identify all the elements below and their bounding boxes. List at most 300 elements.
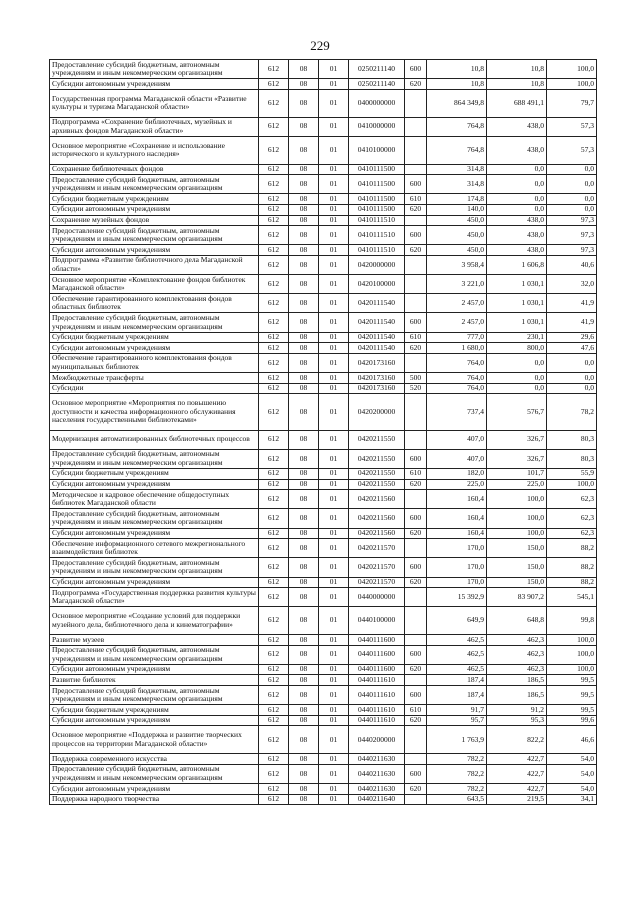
target-article-cell: 0440211640	[349, 794, 405, 805]
expense-type-cell	[405, 255, 427, 274]
planned-amount-cell: 643,5	[427, 794, 487, 805]
row-name-cell: Основное мероприятие «Сохранение и использование исторического и культурного наследия»	[50, 136, 259, 164]
ministry-code-cell: 612	[259, 353, 289, 372]
section-code-cell: 08	[289, 343, 319, 354]
section-code-cell: 08	[289, 226, 319, 245]
row-name-cell: Модернизация автоматизированных библиотечных процессов	[50, 430, 259, 449]
row-name-cell: Предоставление субсидий бюджетным, автономным учреждениям и иным некоммерческим организациям	[50, 509, 259, 528]
row-name-cell: Государственная программа Магаданской области «Развитие культуры и туризма Магаданской области»	[50, 89, 259, 117]
expense-type-cell	[405, 164, 427, 175]
planned-amount-cell: 160,4	[427, 509, 487, 528]
subsection-code-cell: 01	[319, 60, 349, 79]
target-article-cell: 0440111610	[349, 675, 405, 686]
target-article-cell: 0440111610	[349, 715, 405, 726]
target-article-cell: 0420173160	[349, 353, 405, 372]
executed-amount-cell: 0,0	[487, 353, 547, 372]
planned-amount-cell: 782,2	[427, 754, 487, 765]
executed-amount-cell: 225,0	[487, 479, 547, 490]
execution-percent-cell: 97,3	[547, 226, 597, 245]
table-row	[50, 558, 597, 577]
row-name-cell: Основное мероприятие «Мероприятия по повышению доступности и качества информационного обслуживания населения государственными библиотеками»	[50, 394, 259, 430]
expense-type-cell	[405, 394, 427, 430]
executed-amount-cell: 1 606,8	[487, 255, 547, 274]
table-row	[50, 645, 597, 664]
expense-type-cell	[405, 539, 427, 558]
subsection-code-cell: 01	[319, 528, 349, 539]
ministry-code-cell: 612	[259, 313, 289, 332]
row-name-cell: Субсидии автономным учреждениям	[50, 577, 259, 588]
subsection-code-cell: 01	[319, 175, 349, 194]
expense-type-cell	[405, 294, 427, 313]
subsection-code-cell: 01	[319, 705, 349, 716]
target-article-cell: 0420211560	[349, 490, 405, 509]
execution-percent-cell: 47,6	[547, 343, 597, 354]
executed-amount-cell: 10,8	[487, 60, 547, 79]
row-name-cell: Развитие библиотек	[50, 675, 259, 686]
target-article-cell: 0420111540	[349, 343, 405, 354]
table-row	[50, 468, 597, 479]
section-code-cell: 08	[289, 394, 319, 430]
planned-amount-cell: 407,0	[427, 430, 487, 449]
subsection-code-cell: 01	[319, 468, 349, 479]
section-code-cell: 08	[289, 726, 319, 754]
expense-type-cell: 620	[405, 479, 427, 490]
executed-amount-cell: 101,7	[487, 468, 547, 479]
section-code-cell: 08	[289, 215, 319, 226]
expense-type-cell: 610	[405, 468, 427, 479]
table-row	[50, 607, 597, 635]
expense-type-cell: 600	[405, 449, 427, 468]
table-row	[50, 715, 597, 726]
subsection-code-cell: 01	[319, 635, 349, 646]
planned-amount-cell: 170,0	[427, 558, 487, 577]
executed-amount-cell: 0,0	[487, 383, 547, 394]
executed-amount-cell: 438,0	[487, 245, 547, 256]
expense-type-cell: 610	[405, 705, 427, 716]
planned-amount-cell: 170,0	[427, 577, 487, 588]
row-name-cell: Субсидии бюджетным учреждениям	[50, 332, 259, 343]
section-code-cell: 08	[289, 136, 319, 164]
section-code-cell: 08	[289, 60, 319, 79]
subsection-code-cell: 01	[319, 754, 349, 765]
executed-amount-cell: 800,0	[487, 343, 547, 354]
target-article-cell: 0420211560	[349, 509, 405, 528]
target-article-cell: 0410111510	[349, 215, 405, 226]
ministry-code-cell: 612	[259, 558, 289, 577]
table-body	[50, 60, 597, 805]
target-article-cell: 0420211570	[349, 577, 405, 588]
executed-amount-cell: 0,0	[487, 164, 547, 175]
ministry-code-cell: 612	[259, 509, 289, 528]
executed-amount-cell: 186,5	[487, 686, 547, 705]
ministry-code-cell: 612	[259, 764, 289, 783]
executed-amount-cell: 150,0	[487, 539, 547, 558]
target-article-cell: 0420111540	[349, 294, 405, 313]
row-name-cell: Субсидии бюджетным учреждениям	[50, 194, 259, 205]
section-code-cell: 08	[289, 577, 319, 588]
planned-amount-cell: 187,4	[427, 686, 487, 705]
expense-type-cell: 620	[405, 528, 427, 539]
expense-type-cell	[405, 275, 427, 294]
ministry-code-cell: 612	[259, 588, 289, 607]
ministry-code-cell: 612	[259, 784, 289, 795]
executed-amount-cell: 462,3	[487, 635, 547, 646]
expense-type-cell: 620	[405, 79, 427, 90]
table-row	[50, 705, 597, 716]
row-name-cell: Подпрограмма «Государственная поддержка развития культуры Магаданской области»	[50, 588, 259, 607]
expense-type-cell: 620	[405, 343, 427, 354]
execution-percent-cell: 40,6	[547, 255, 597, 274]
table-row	[50, 79, 597, 90]
planned-amount-cell: 462,5	[427, 664, 487, 675]
execution-percent-cell: 55,9	[547, 468, 597, 479]
table-row	[50, 373, 597, 384]
executed-amount-cell: 462,3	[487, 664, 547, 675]
row-name-cell: Подпрограмма «Сохранение библиотечных, музейных и архивных фондов Магаданской области»	[50, 117, 259, 136]
target-article-cell: 0440111600	[349, 645, 405, 664]
subsection-code-cell: 01	[319, 313, 349, 332]
executed-amount-cell: 422,7	[487, 764, 547, 783]
expense-type-cell: 500	[405, 373, 427, 384]
executed-amount-cell: 230,1	[487, 332, 547, 343]
ministry-code-cell: 612	[259, 79, 289, 90]
planned-amount-cell: 15 392,9	[427, 588, 487, 607]
row-name-cell: Предоставление субсидий бюджетным, автономным учреждениям и иным некоммерческим организациям	[50, 449, 259, 468]
planned-amount-cell: 764,0	[427, 383, 487, 394]
section-code-cell: 08	[289, 164, 319, 175]
ministry-code-cell: 612	[259, 607, 289, 635]
row-name-cell: Субсидии автономным учреждениям	[50, 664, 259, 675]
planned-amount-cell: 737,4	[427, 394, 487, 430]
subsection-code-cell: 01	[319, 675, 349, 686]
executed-amount-cell: 438,0	[487, 117, 547, 136]
expense-type-cell: 620	[405, 715, 427, 726]
execution-percent-cell: 88,2	[547, 558, 597, 577]
table-row	[50, 490, 597, 509]
planned-amount-cell: 1 763,9	[427, 726, 487, 754]
execution-percent-cell: 41,9	[547, 294, 597, 313]
subsection-code-cell: 01	[319, 373, 349, 384]
planned-amount-cell: 450,0	[427, 215, 487, 226]
table-row	[50, 332, 597, 343]
row-name-cell: Обеспечение гарантированного комплектования фондов муниципальных библиотек	[50, 353, 259, 372]
table-row	[50, 394, 597, 430]
subsection-code-cell: 01	[319, 79, 349, 90]
execution-percent-cell: 99,5	[547, 705, 597, 716]
execution-percent-cell: 100,0	[547, 479, 597, 490]
row-name-cell: Предоставление субсидий бюджетным, автономным учреждениям и иным некоммерческим организациям	[50, 686, 259, 705]
execution-percent-cell: 88,2	[547, 577, 597, 588]
table-row	[50, 226, 597, 245]
execution-percent-cell: 34,1	[547, 794, 597, 805]
table-row	[50, 635, 597, 646]
section-code-cell: 08	[289, 509, 319, 528]
execution-percent-cell: 100,0	[547, 635, 597, 646]
expense-type-cell: 610	[405, 332, 427, 343]
planned-amount-cell: 764,0	[427, 373, 487, 384]
executed-amount-cell: 1 030,1	[487, 313, 547, 332]
section-code-cell: 08	[289, 528, 319, 539]
expense-type-cell: 600	[405, 313, 427, 332]
table-row	[50, 343, 597, 354]
row-name-cell: Предоставление субсидий бюджетным, автономным учреждениям и иным некоммерческим организациям	[50, 764, 259, 783]
expense-type-cell: 620	[405, 245, 427, 256]
expense-type-cell: 600	[405, 558, 427, 577]
subsection-code-cell: 01	[319, 89, 349, 117]
table-row	[50, 528, 597, 539]
execution-percent-cell: 57,3	[547, 117, 597, 136]
execution-percent-cell: 0,0	[547, 353, 597, 372]
target-article-cell: 0420200000	[349, 394, 405, 430]
table-row	[50, 294, 597, 313]
row-name-cell: Субсидии бюджетным учреждениям	[50, 705, 259, 716]
row-name-cell: Основное мероприятие «Создание условий для поддержки музейного дела, библиотечного дела и кинематографии»	[50, 607, 259, 635]
expense-type-cell: 600	[405, 686, 427, 705]
ministry-code-cell: 612	[259, 468, 289, 479]
execution-percent-cell: 54,0	[547, 754, 597, 765]
table-row	[50, 675, 597, 686]
table-row	[50, 784, 597, 795]
table-row	[50, 479, 597, 490]
subsection-code-cell: 01	[319, 449, 349, 468]
executed-amount-cell: 10,8	[487, 79, 547, 90]
planned-amount-cell: 649,9	[427, 607, 487, 635]
planned-amount-cell: 450,0	[427, 245, 487, 256]
target-article-cell: 0420211570	[349, 539, 405, 558]
row-name-cell: Основное мероприятие «Поддержка и развитие творческих процессов на территории Магаданской области»	[50, 726, 259, 754]
target-article-cell: 0420111540	[349, 313, 405, 332]
execution-percent-cell: 0,0	[547, 175, 597, 194]
ministry-code-cell: 612	[259, 645, 289, 664]
executed-amount-cell: 0,0	[487, 373, 547, 384]
section-code-cell: 08	[289, 353, 319, 372]
expense-type-cell: 620	[405, 784, 427, 795]
subsection-code-cell: 01	[319, 194, 349, 205]
ministry-code-cell: 612	[259, 275, 289, 294]
executed-amount-cell: 150,0	[487, 558, 547, 577]
row-name-cell: Субсидии автономным учреждениям	[50, 528, 259, 539]
executed-amount-cell: 822,2	[487, 726, 547, 754]
expense-type-cell: 600	[405, 645, 427, 664]
row-name-cell: Субсидии автономным учреждениям	[50, 204, 259, 215]
section-code-cell: 08	[289, 754, 319, 765]
expense-type-cell	[405, 136, 427, 164]
section-code-cell: 08	[289, 607, 319, 635]
executed-amount-cell: 422,7	[487, 754, 547, 765]
planned-amount-cell: 3 958,4	[427, 255, 487, 274]
table-row	[50, 275, 597, 294]
budget-table	[49, 59, 597, 805]
expense-type-cell: 520	[405, 383, 427, 394]
table-row	[50, 353, 597, 372]
ministry-code-cell: 612	[259, 245, 289, 256]
executed-amount-cell: 438,0	[487, 136, 547, 164]
execution-percent-cell: 62,3	[547, 490, 597, 509]
row-name-cell: Сохранение музейных фондов	[50, 215, 259, 226]
target-article-cell: 0420000000	[349, 255, 405, 274]
executed-amount-cell: 95,3	[487, 715, 547, 726]
execution-percent-cell: 99,5	[547, 675, 597, 686]
executed-amount-cell: 688 491,1	[487, 89, 547, 117]
expense-type-cell: 600	[405, 226, 427, 245]
execution-percent-cell: 54,0	[547, 784, 597, 795]
row-name-cell: Предоставление субсидий бюджетным, автономным учреждениям и иным некоммерческим организациям	[50, 60, 259, 79]
section-code-cell: 08	[289, 588, 319, 607]
section-code-cell: 08	[289, 430, 319, 449]
subsection-code-cell: 01	[319, 215, 349, 226]
planned-amount-cell: 782,2	[427, 764, 487, 783]
table-row	[50, 215, 597, 226]
execution-percent-cell: 41,9	[547, 313, 597, 332]
executed-amount-cell: 422,7	[487, 784, 547, 795]
section-code-cell: 08	[289, 373, 319, 384]
target-article-cell: 0420211550	[349, 449, 405, 468]
execution-percent-cell: 88,2	[547, 539, 597, 558]
execution-percent-cell: 0,0	[547, 373, 597, 384]
execution-percent-cell: 100,0	[547, 79, 597, 90]
row-name-cell: Предоставление субсидий бюджетным, автономным учреждениям и иным некоммерческим организациям	[50, 226, 259, 245]
subsection-code-cell: 01	[319, 686, 349, 705]
ministry-code-cell: 612	[259, 430, 289, 449]
planned-amount-cell: 764,0	[427, 353, 487, 372]
subsection-code-cell: 01	[319, 664, 349, 675]
expense-type-cell: 600	[405, 509, 427, 528]
planned-amount-cell: 764,8	[427, 117, 487, 136]
row-name-cell: Субсидии бюджетным учреждениям	[50, 468, 259, 479]
section-code-cell: 08	[289, 313, 319, 332]
target-article-cell: 0440111610	[349, 686, 405, 705]
subsection-code-cell: 01	[319, 645, 349, 664]
execution-percent-cell: 97,3	[547, 215, 597, 226]
ministry-code-cell: 612	[259, 373, 289, 384]
executed-amount-cell: 150,0	[487, 577, 547, 588]
subsection-code-cell: 01	[319, 117, 349, 136]
target-article-cell: 0420111540	[349, 332, 405, 343]
subsection-code-cell: 01	[319, 294, 349, 313]
row-name-cell: Предоставление субсидий бюджетным, автономным учреждениям и иным некоммерческим организациям	[50, 558, 259, 577]
section-code-cell: 08	[289, 675, 319, 686]
section-code-cell: 08	[289, 664, 319, 675]
row-name-cell: Межбюджетные трансферты	[50, 373, 259, 384]
expense-type-cell: 600	[405, 60, 427, 79]
subsection-code-cell: 01	[319, 226, 349, 245]
execution-percent-cell: 62,3	[547, 509, 597, 528]
section-code-cell: 08	[289, 784, 319, 795]
executed-amount-cell: 100,0	[487, 490, 547, 509]
table-row	[50, 764, 597, 783]
execution-percent-cell: 78,2	[547, 394, 597, 430]
table-row	[50, 313, 597, 332]
expense-type-cell: 620	[405, 204, 427, 215]
row-name-cell: Предоставление субсидий бюджетным, автономным учреждениям и иным некоммерческим организациям	[50, 645, 259, 664]
table-row	[50, 430, 597, 449]
subsection-code-cell: 01	[319, 784, 349, 795]
section-code-cell: 08	[289, 539, 319, 558]
table-row	[50, 383, 597, 394]
row-name-cell: Субсидии автономным учреждениям	[50, 343, 259, 354]
subsection-code-cell: 01	[319, 245, 349, 256]
target-article-cell: 0420211550	[349, 430, 405, 449]
subsection-code-cell: 01	[319, 343, 349, 354]
executed-amount-cell: 91,2	[487, 705, 547, 716]
subsection-code-cell: 01	[319, 164, 349, 175]
target-article-cell: 0440100000	[349, 607, 405, 635]
ministry-code-cell: 612	[259, 294, 289, 313]
row-name-cell: Субсидии автономным учреждениям	[50, 245, 259, 256]
executed-amount-cell: 100,0	[487, 528, 547, 539]
table-row	[50, 117, 597, 136]
expense-type-cell: 620	[405, 577, 427, 588]
table-row	[50, 164, 597, 175]
expense-type-cell	[405, 675, 427, 686]
section-code-cell: 08	[289, 558, 319, 577]
target-article-cell: 0440211630	[349, 784, 405, 795]
row-name-cell: Подпрограмма «Развитие библиотечного дела Магаданской области»	[50, 255, 259, 274]
ministry-code-cell: 612	[259, 215, 289, 226]
target-article-cell: 0250211140	[349, 79, 405, 90]
section-code-cell: 08	[289, 490, 319, 509]
subsection-code-cell: 01	[319, 479, 349, 490]
ministry-code-cell: 612	[259, 794, 289, 805]
planned-amount-cell: 170,0	[427, 539, 487, 558]
subsection-code-cell: 01	[319, 558, 349, 577]
planned-amount-cell: 91,7	[427, 705, 487, 716]
table-row	[50, 255, 597, 274]
row-name-cell: Субсидии	[50, 383, 259, 394]
target-article-cell: 0410111500	[349, 164, 405, 175]
ministry-code-cell: 612	[259, 635, 289, 646]
table-row	[50, 539, 597, 558]
target-article-cell: 0420211550	[349, 479, 405, 490]
execution-percent-cell: 0,0	[547, 383, 597, 394]
execution-percent-cell: 545,1	[547, 588, 597, 607]
target-article-cell: 0440000000	[349, 588, 405, 607]
section-code-cell: 08	[289, 117, 319, 136]
target-article-cell: 0420173160	[349, 383, 405, 394]
section-code-cell: 08	[289, 479, 319, 490]
planned-amount-cell: 314,8	[427, 175, 487, 194]
ministry-code-cell: 612	[259, 136, 289, 164]
planned-amount-cell: 95,7	[427, 715, 487, 726]
ministry-code-cell: 612	[259, 528, 289, 539]
expense-type-cell: 600	[405, 764, 427, 783]
planned-amount-cell: 10,8	[427, 79, 487, 90]
table-row	[50, 89, 597, 117]
subsection-code-cell: 01	[319, 794, 349, 805]
section-code-cell: 08	[289, 204, 319, 215]
section-code-cell: 08	[289, 449, 319, 468]
subsection-code-cell: 01	[319, 353, 349, 372]
execution-percent-cell: 100,0	[547, 664, 597, 675]
target-article-cell: 0420173160	[349, 373, 405, 384]
row-name-cell: Поддержка современного искусства	[50, 754, 259, 765]
target-article-cell: 0410000000	[349, 117, 405, 136]
subsection-code-cell: 01	[319, 255, 349, 274]
subsection-code-cell: 01	[319, 204, 349, 215]
table-row	[50, 175, 597, 194]
expense-type-cell	[405, 726, 427, 754]
planned-amount-cell: 764,8	[427, 136, 487, 164]
planned-amount-cell: 1 680,0	[427, 343, 487, 354]
ministry-code-cell: 612	[259, 577, 289, 588]
subsection-code-cell: 01	[319, 509, 349, 528]
section-code-cell: 08	[289, 468, 319, 479]
row-name-cell: Развитие музеев	[50, 635, 259, 646]
target-article-cell: 0440111600	[349, 635, 405, 646]
ministry-code-cell: 612	[259, 490, 289, 509]
table-row	[50, 686, 597, 705]
section-code-cell: 08	[289, 89, 319, 117]
